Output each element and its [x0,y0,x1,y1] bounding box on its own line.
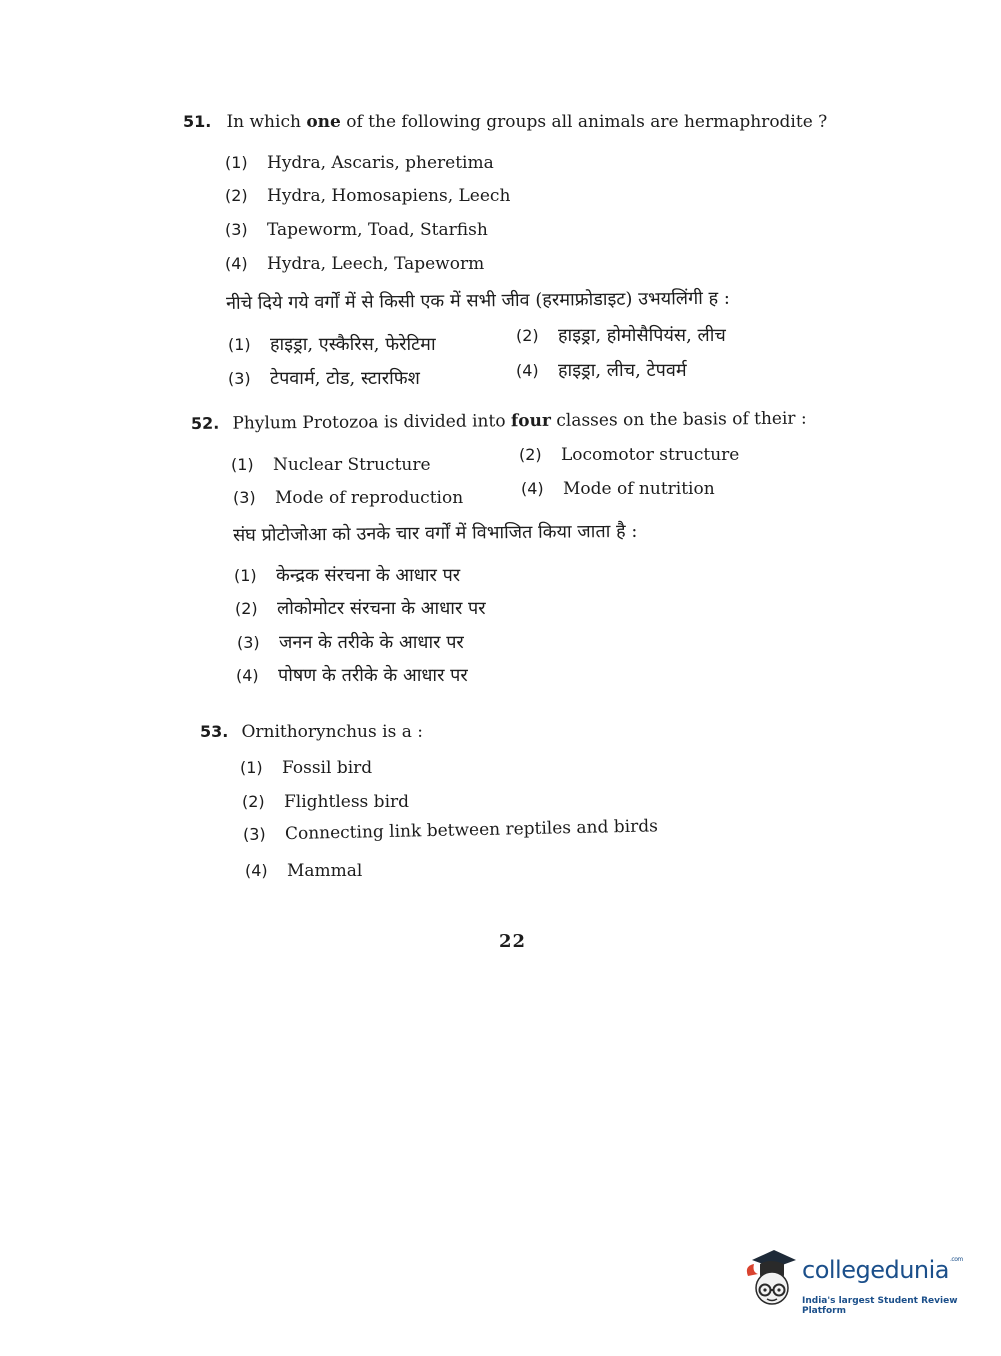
question-number: 52. [190,413,220,433]
option-number: (1) [234,566,257,585]
hindi-option [516,323,726,347]
option-number: (3) [242,824,266,844]
question-text [232,409,806,434]
collegedunia-logo [740,1246,970,1316]
brand-suffix: .com [950,1256,963,1263]
question-53 [200,722,423,742]
option-text: पोषण के तरीके के आधार पर [278,665,468,686]
hindi-option [236,663,468,687]
option-number: (3) [228,369,251,388]
question-52 [191,409,807,434]
option-text: Hydra, Leech, Tapeworm [267,254,485,274]
option-text: Mode of nutrition [563,479,715,499]
option-number: (2) [516,326,539,345]
option-text: Fossil bird [282,758,373,778]
option-text: Locomotor structure [561,445,740,465]
option [521,479,715,499]
option [233,488,463,508]
option [231,455,431,475]
question-51 [183,112,827,132]
question-text-part: Phylum Protozoa is divided into [232,411,512,434]
question-text-part: classes on the basis of their : [550,408,807,431]
option-text: केन्द्रक संरचना के आधार पर [276,565,461,586]
option [225,186,510,206]
question-text-part: of the following groups all animals are hermaphrodite ? [340,112,828,132]
option-number: (4) [236,666,259,685]
option-number: (2) [519,445,542,464]
option-number: (1) [228,335,251,354]
question-number: 53. [200,722,229,741]
hindi-option [516,358,687,382]
option-number: (3) [225,220,248,239]
option-number: (4) [516,361,539,380]
option-text: Hydra, Homosapiens, Leech [267,186,511,206]
option-text: Flightless bird [284,792,410,812]
brand-tagline: India's largest Student Review Platform [802,1296,958,1316]
hindi-question-text: नीचे दिये गये वर्गों में से किसी एक में सभी जीव (हरमाफ्रोडाइट) उभयलिंगी ह : [225,287,730,314]
option-number: (4) [225,254,248,273]
option [243,816,658,845]
option-number: (4) [521,479,544,498]
option [519,445,739,465]
option [225,153,494,173]
option [225,254,484,274]
option-text: Tapeworm, Toad, Starfish [267,220,488,240]
option-number: (3) [233,488,256,507]
question-text [226,112,827,132]
hindi-option [234,563,460,587]
hindi-option [235,596,486,620]
option-text: हाइड्रा, होमोसैपियंस, लीच [558,325,726,346]
hindi-option [228,366,420,390]
option-text: Hydra, Ascaris, pheretima [267,153,494,173]
option-text: हाइड्रा, एस्कैरिस, फेरेटिमा [270,334,436,355]
option-number: (2) [225,186,248,205]
option-text: Mode of reproduction [275,488,464,508]
option-number: (3) [237,633,260,652]
option-text: Connecting link between reptiles and birds [284,816,659,845]
option [245,861,362,881]
option [240,758,372,778]
hindi-option [237,630,464,654]
option-text: टेपवार्म, टोड, स्टारफिश [270,368,420,389]
brand-name [802,1256,963,1284]
option-text: जनन के तरीके के आधार पर [279,632,464,653]
option-number: (1) [231,455,254,474]
option-number: (2) [235,599,258,618]
hindi-question-text: संघ प्रोटोजोआ को उनके चार वर्गों में विभाजित किया जाता है : [232,520,638,546]
option-text: Nuclear Structure [273,455,431,475]
option-number: (1) [240,758,263,777]
option [225,220,488,240]
option-text: लोकोमोटर संरचना के आधार पर [277,598,486,619]
question-text-part: In which [226,112,307,132]
option-number: (4) [245,861,268,880]
question-number: 51. [183,112,212,131]
option-text: Mammal [287,861,363,881]
mascot-icon [740,1246,800,1316]
page-number: 22 [499,931,527,952]
option [242,792,409,812]
option-number: (1) [225,153,248,172]
question-text-emphasis: one [306,112,341,132]
option-number: (2) [242,792,265,811]
question-text: Ornithorynchus is a : [241,722,423,742]
option-text: हाइड्रा, लीच, टेपवर्म [558,360,687,381]
question-text-emphasis: four [510,410,551,432]
hindi-option [228,332,436,356]
brand-text: collegedunia [802,1256,950,1284]
